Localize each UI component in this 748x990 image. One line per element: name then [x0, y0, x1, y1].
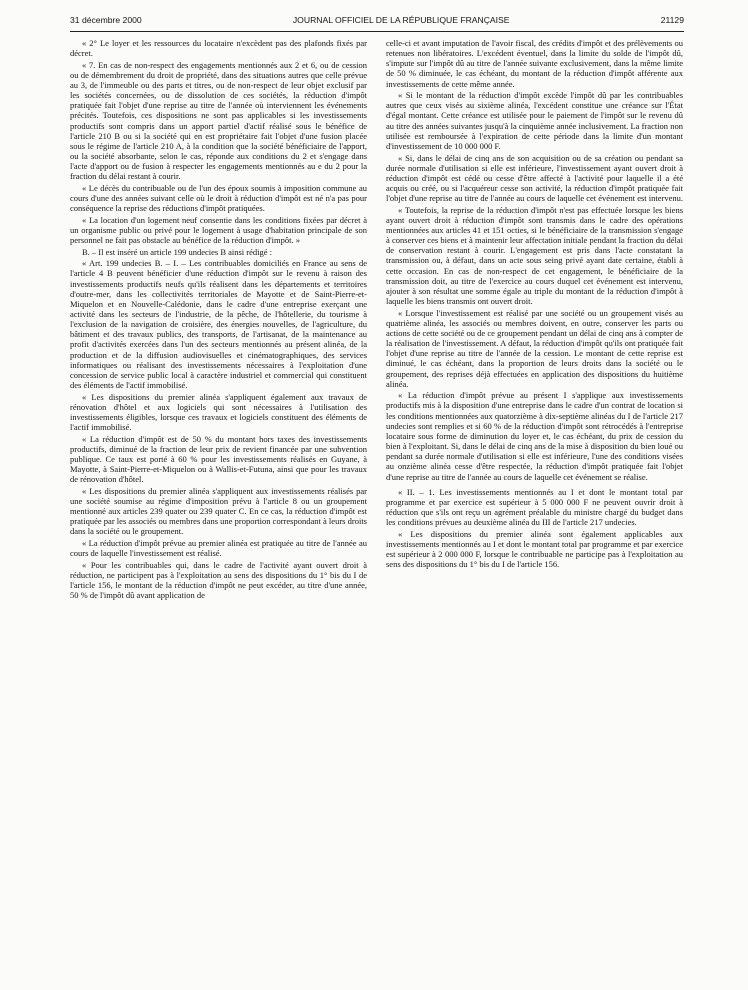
paragraph: « Si, dans le délai de cinq ans de son acquisition ou de sa création ou pendant sa durée normale d'utilisation si elle est inférieure, l'investissement ayant ouvert droit à réduction d'impôt est cédé ou cesse d'être affecté à l'activité pour laquelle il a été acquis ou créé, ou si l'acquéreur cesse son activité, la réduction d'impôt pratiquée fait l'objet d'une reprise au titre de l'année au cours de laquelle cet événement est intervenu. [386, 152, 683, 204]
paragraph: « Toutefois, la reprise de la réduction d'impôt n'est pas effectuée lorsque les biens ayant ouvert droit à réduction d'impôt sont transmis dans le cadre des opérations mentionnées aux articles 41 et 151 octies, si le bénéficiaire de la transmission s'engage à conserver ces biens et à maintenir leur affectation initiale pendant la fraction du délai de conservation restant à courir. L'engagement est pris dans l'acte constatant la transmission ou, à défaut, dans un acte sous seing privé ayant date certaine, établi à cette occasion. En cas de non-respect de cet engagement, le bénéficiaire de la transmission doit, au titre de l'exercice au cours duquel cet événement est intervenu, ajouter à son résultat une somme égale au triple du montant de la réduction d'impôt à laquelle les biens transmis ont ouvert droit. [386, 204, 683, 307]
paragraph: « Art. 199 undecies B. – I. – Les contribuables domiciliés en France au sens de l'article 4 B peuvent bénéficier d'une réduction d'impôt sur le revenu à raison des investissements productifs neufs qu'ils réalisent dans les départements et territoires d'outre-mer, dans les collectivités territoriales de Mayotte et de Saint-Pierre-et-Miquelon et en Nouvelle-Calédonie, dans le cadre d'une entreprise exerçant une activité dans les secteurs de l'industrie, de la pêche, de l'hôtellerie, du tourisme à l'exclusion de la navigation de croisière, des énergies nouvelles, de l'agriculture, du bâtiment et des travaux publics, des transports, de l'artisanat, de la maintenance au profit d'activités exercées dans l'un des secteurs mentionnés au présent alinéa, de la production et de la diffusion audiovisuelles et cinématographiques, des services informatiques ou réalisant des investissements nécessaires à l'exploitation d'une concession de service public local à caractère industriel et commercial qui constituent des éléments de l'actif immobilisé. [70, 258, 367, 391]
paragraph: « II. – 1. Les investissements mentionnés au I et dont le montant total par programme et par exercice est supérieur à 5 000 000 F ne peuvent ouvrir droit à réduction que s'ils ont reçu un agrément préalable du ministre chargé du budget dans les conditions prévues au deuxième alinéa du III de l'article 217 undecies. [386, 486, 683, 528]
paragraph: « 2° Le loyer et les ressources du locataire n'excèdent pas des plafonds fixés par décret. [70, 38, 367, 59]
paragraph: « Le décès du contribuable ou de l'un des époux soumis à imposition commune au cours d'une des années suivant celle où le droit à réduction d'impôt est né n'a pas pour conséquence la reprise des réductions d'impôt pratiquées. [70, 182, 367, 214]
paragraph: « 7. En cas de non-respect des engagements mentionnés aux 2 et 6, ou de cession ou de démembrement du droit de propriété, dans des situations autres que celle prévue au 3, de l'immeuble ou des parts et titres, ou de non-respect de leur objet exclusif par les sociétés concernées, ou de dissolution de ces sociétés, la réduction d'impôt pratiquée fait l'objet d'une reprise au titre de l'année où interviennent les événements précités. Toutefois, ces dispositions ne sont pas applicables si les investissements productifs sont compris dans un apport partiel d'actif réalisé sous le bénéfice de l'article 210 B ou si la société qui en est propriétaire fait l'objet d'une fusion placée sous le régime de l'article 210 A, à la condition que la société bénéficiaire de l'apport, ou la société absorbante, selon le cas, réponde aux conditions du 2 et s'engage dans l'acte d'apport ou de fusion à respecter les engagements mentionnés au e du 2 pour la fraction du délai restant à courir. [70, 59, 367, 182]
paragraph: « Les dispositions du premier alinéa s'appliquent aux investissements réalisés par une société soumise au régime d'imposition prévu à l'article 8 ou un groupement mentionné aux articles 239 quater ou 239 quater C. En ce cas, la réduction d'impôt est pratiquée par les associés ou membres dans une proportion correspondant à leurs droits dans la société ou le groupement. [70, 485, 367, 537]
paragraph: « La réduction d'impôt prévue au présent I s'applique aux investissements productifs mis à la disposition d'une entreprise dans le cadre d'un contrat de location si les conditions mentionnées aux quatorzième à dix-septième alinéas du I de l'article 217 undecies sont remplies et si 60 % de la réduction d'impôt sont rétrocédés à l'entreprise locataire sous forme de diminution du loyer et, le cas échéant, du prix de cession du bien à l'exploitant. Si, dans le délai de cinq ans de la mise à disposition du bien loué ou pendant sa durée normale d'utilisation si elle est inférieure, l'une des conditions visées au onzième alinéa cesse d'être respectée, la réduction d'impôt pratiquée fait l'objet d'une reprise au titre de l'année au cours de laquelle cet événement se réalise. [386, 390, 683, 482]
paragraph: « La réduction d'impôt est de 50 % du montant hors taxes des investissements productifs, diminué de la fraction de leur prix de revient financée par une subvention publique. Ce taux est porté à 60 % pour les investissements réalisés en Guyane, à Mayotte, à Saint-Pierre-et-Miquelon ou à Wallis-et-Futuna, ainsi que pour les travaux de rénovation d'hôtel. [70, 433, 367, 485]
paragraph: celle-ci et avant imputation de l'avoir fiscal, des crédits d'impôt et des prélèvements ou retenues non libératoires. L'excédent éventuel, dans la limite du solde de l'impôt dû, s'impute sur l'impôt dû au titre de l'année suivante exclusivement, dans la même limite de 50 % diminuée, le cas échéant, du montant de la réduction d'impôt afférente aux investissements de cette même année. [386, 38, 683, 89]
paragraph: « La réduction d'impôt prévue au premier alinéa est pratiquée au titre de l'année au cours de laquelle l'investissement est réalisé. [70, 538, 367, 559]
paragraph: « Les dispositions du premier alinéa s'appliquent également aux travaux de rénovation d'hôtel et aux logiciels qui sont nécessaires à l'utilisation des investissements éligibles, lorsque ces travaux et logiciels constituent des éléments de l'actif immobilisé. [70, 391, 367, 433]
paragraph: « Pour les contribuables qui, dans le cadre de l'activité ayant ouvert droit à réduction, ne participent pas à l'exploitation au sens des dispositions du 1° bis du I de l'article 156, le montant de la réduction d'impôt ne peut excéder, au titre d'une année, 50 % de l'impôt dû avant application de [70, 559, 367, 601]
page-header [70, 12, 684, 28]
paragraph: « Si le montant de la réduction d'impôt excède l'impôt dû par les contribuables autres que ceux visés au sixième alinéa, l'excédent constitue une créance sur l'État d'égal montant. Cette créance est utilisée pour le paiement de l'impôt sur le revenu dû au titre des années suivantes jusqu'à la cinquième année inclusivement. La fraction non utilisée est remboursée à l'expiration de cette période dans la limite d'un montant d'investissement de 10 000 000 F. [386, 90, 683, 151]
header-date: 31 décembre 2000 [70, 15, 142, 25]
paragraph: B. – Il est inséré un article 199 undecies B ainsi rédigé : [82, 246, 273, 257]
left-column [70, 38, 367, 983]
right-column [386, 38, 683, 983]
paragraph: « La location d'un logement neuf consentie dans les conditions fixées par décret à un organisme public ou privé pour le logement à usage d'habitation principale de son personnel ne fait pas obstacle au bénéfice de la réduction d'impôt. » [70, 214, 367, 246]
header-page-number: 21129 [660, 15, 684, 25]
header-journal-title: JOURNAL OFFICIEL DE LA RÉPUBLIQUE FRANÇAISE [292, 15, 510, 25]
paragraph: « Les dispositions du premier alinéa sont également applicables aux investissements mentionnés au I et dont le montant total par programme et par exercice est supérieur à 2 000 000 F, lorsque le contribuable ne participe pas à l'exploitation au sens des dispositions du 1° bis du I de l'article 156. [386, 528, 683, 570]
header-rule [70, 31, 684, 32]
paragraph: « Lorsque l'investissement est réalisé par une société ou un groupement visés au quatrième alinéa, les associés ou membres doivent, en outre, conserver les parts ou actions de cette société ou de ce groupement pendant un délai de cinq ans à compter de la réalisation de l'investissement. A défaut, la réduction d'impôt qu'ils ont pratiquée fait l'objet d'une reprise au titre de l'année de la cession. Le montant de cette reprise est diminué, le cas échéant, dans la proportion de leurs droits dans la société ou le groupement, des reprises déjà effectuées en application des dispositions du huitième alinéa. [386, 307, 683, 389]
